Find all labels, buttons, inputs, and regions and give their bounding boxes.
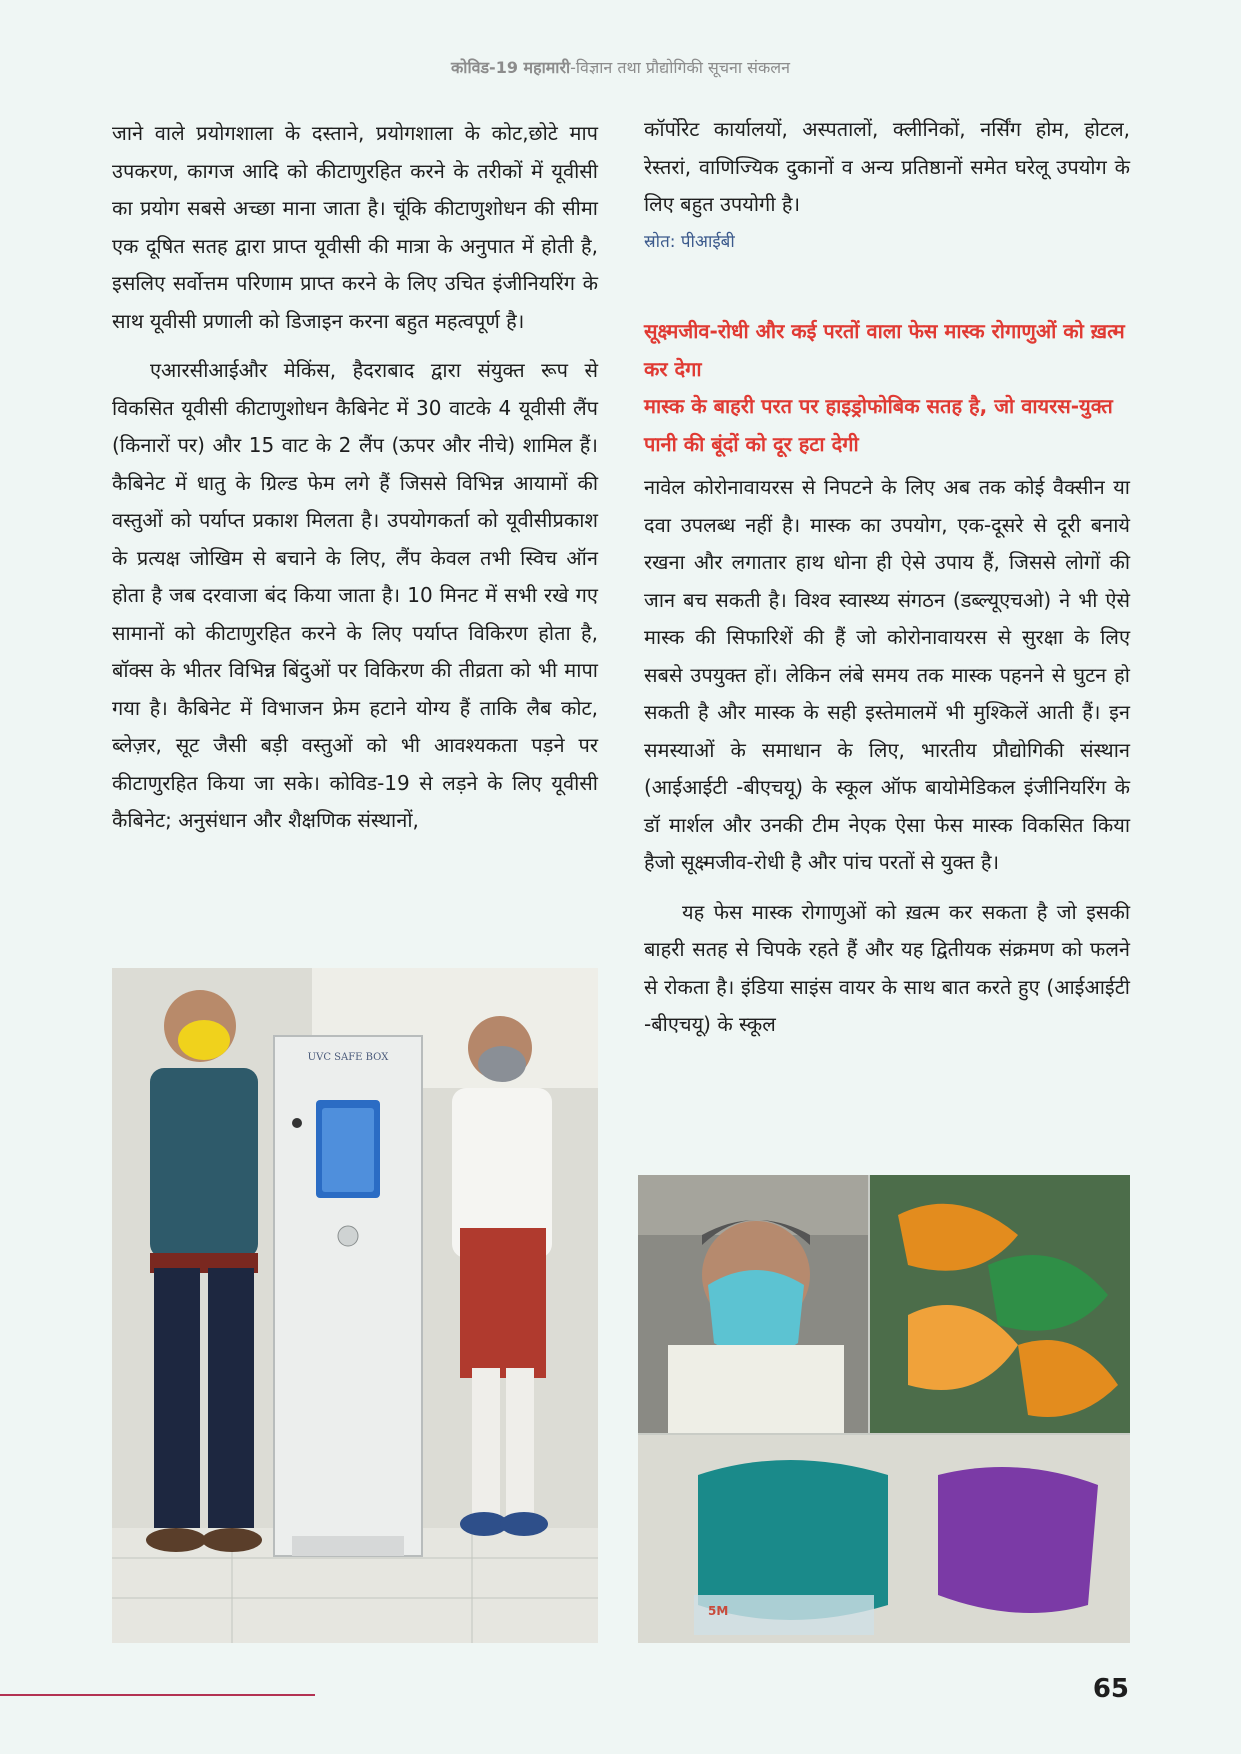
- cabinet-label: UVC SAFE BOX: [307, 1052, 389, 1063]
- left-paragraph-1: जाने वाले प्रयोगशाला के दस्ताने, प्रयोगशाला के कोट,छोटे माप उपकरण, कागज आदि को कीटाणुरहित करने के तरीकों में यूवीसी का प्रयोग सबसे अच्छा माना जाता है। चूंकि कीटाणुशोधन की सीमा एक दूषित सतह द्वारा प्राप्त यूवीसी की मात्रा के अनुपात में होती है, इसलिए सर्वोत्तम परिणाम प्राप्त करने के लिए उचित इंजीनियरिंग के साथ यूवीसी प्रणाली को डिजाइन करना बहुत महत्वपूर्ण है।: [112, 121, 598, 333]
- left-column: [112, 115, 598, 840]
- uvc-cabinet-illustration: [112, 968, 598, 1643]
- running-header: [0, 56, 1241, 78]
- right-column: [644, 111, 1130, 1044]
- header-subtitle: -विज्ञान तथा प्रौद्योगिकी सूचना संकलन: [570, 58, 790, 77]
- right-paragraph-3: यह फेस मास्क रोगाणुओं को ख़त्म कर सकता है जो इसकी बाहरी सतह से चिपके रहते हैं और यह द्वितीयक संक्रमण को फलने से रोकता है। इंडिया साइंस वायर के साथ बात करते हुए (आईआईटी -बीएचयू) के स्कूल: [644, 899, 1130, 1036]
- uvc-cabinet-photo: [112, 968, 598, 1643]
- face-mask-photo: [638, 1175, 1130, 1643]
- header-title: कोविड-19 महामारी: [451, 58, 571, 77]
- headline-line-2: मास्क के बाहरी परत पर हाइड्रोफोबिक सतह है, जो वायरस-युक्त पानी की बूंदों को दूर हटा देगी: [644, 394, 1113, 456]
- face-mask-illustration: [638, 1175, 1130, 1643]
- source-credit: स्रोत: पीआईबी: [644, 231, 735, 252]
- page-number: 65: [1092, 1674, 1129, 1704]
- left-paragraph-2: एआरसीआईऔर मेकिंस, हैदराबाद द्वारा संयुक्त रूप से विकसित यूवीसी कीटाणुशोधन कैबिनेट में 30 वाटके 4 यूवीसी लैंप (किनारों पर) और 15 वाट के 2 लैंप (ऊपर और नीचे) शामिल हैं। कैबिनेट में धातु के ग्रिल्ड फेम लगे हैं जिससे विभिन्न आयामों की वस्तुओं को पर्याप्त प्रकाश मिलता है। उपयोगकर्ता को यूवीसीप्रकाश के प्रत्यक्ष जोखिम से बचाने के लिए, लैंप केवल तभी स्विच ऑन होता है जब दरवाजा बंद किया जाता है। 10 मिनट में सभी रखे गए सामानों को कीटाणुरहित करने के लिए पर्याप्त विकिरण होता है, बॉक्स के भीतर विभिन्न बिंदुओं पर विकिरण की तीव्रता को भी मापा गया है। कैबिनेट में विभाजन फ्रेम हटाने योग्य हैं ताकि लैब कोट, ब्लेज़र, सूट जैसी बड़ी वस्तुओं को भी आवश्यकता पड़ने पर कीटाणुरहित किया जा सके। कोविड-19 से लड़ने के लिए यूवीसी कैबिनेट; अनुसंधान और शैक्षणिक संस्थानों,: [112, 358, 598, 832]
- article-headline: [644, 313, 1130, 463]
- footer-rule: [0, 1694, 315, 1696]
- right-paragraph-2: नावेल कोरोनावायरस से निपटने के लिए अब तक कोई वैक्सीन या दवा उपलब्ध नहीं है। मास्क का उपयोग, एक-दूसरे से दूरी बनाये रखना और लगातार हाथ धोना ही ऐसे उपाय हैं, जिससे लोगों की जान बच सकती है। विश्व स्वास्थ्य संगठन (डब्ल्यूएचओ) ने भी ऐसे मास्क की सिफारिशें की हैं जो कोरोनावायरस से सुरक्षा के लिए सबसे उपयुक्त हों। लेकिन लंबे समय तक मास्क पहनने से घुटन हो सकती है और मास्क के सही इस्तेमालमें भी मुश्किलें आती हैं। इन समस्याओं के समाधान के लिए, भारतीय प्रौद्योगिकी संस्थान (आईआईटी -बीएचयू) के स्कूल ऑफ बायोमेडिकल इंजीनियरिंग के डॉ मार्शल और उनकी टीम नेएक ऐसा फेस मास्क विकसित किया हैजो सूक्ष्मजीव-रोधी है और पांच परतों से युक्त है।: [644, 475, 1130, 874]
- right-paragraph-1: कॉर्पोरेट कार्यालयों, अस्पतालों, क्लीनिकों, नर्सिंग होम, होटल, रेस्तरां, वाणिज्यिक दुकानों व अन्य प्रतिष्ठानों समेत घरेलू उपयोग के लिए बहुत उपयोगी है।: [644, 117, 1130, 216]
- headline-line-1: सूक्ष्मजीव-रोधी और कई परतों वाला फेस मास्क रोगाणुओं को ख़त्म कर देगा: [644, 319, 1125, 381]
- mask-brand-label: 5M: [708, 1604, 729, 1618]
